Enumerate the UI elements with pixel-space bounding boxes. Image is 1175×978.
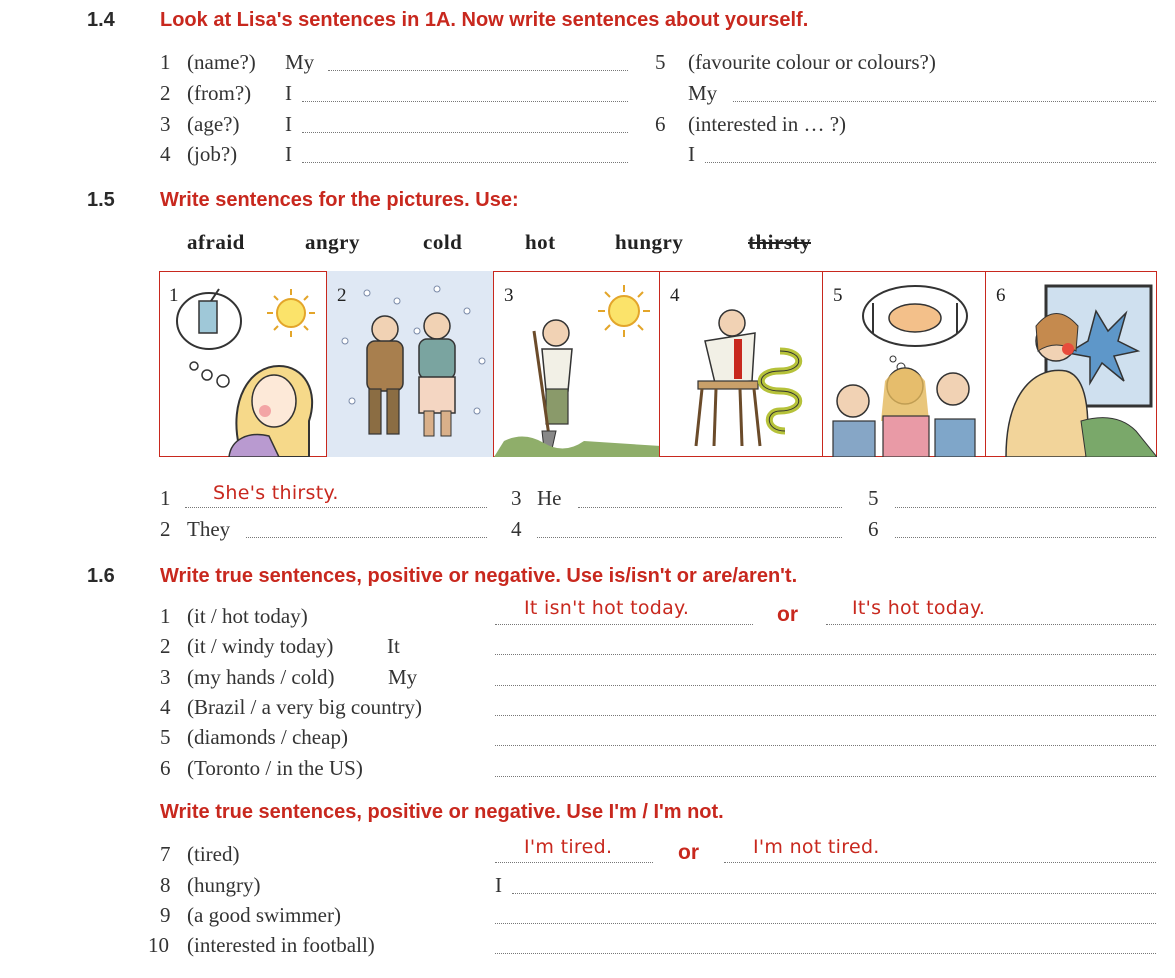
word-cold: cold	[423, 230, 463, 254]
hot-man-digging-illustration	[494, 271, 660, 457]
item-prompt: (my hands / cold)	[187, 665, 335, 689]
answer-line[interactable]	[895, 537, 1156, 538]
section-title: Write true sentences, positive or negative. Use is/isn't or are/aren't.	[160, 565, 798, 587]
item-prompt: (it / hot today)	[187, 604, 308, 628]
item-prompt: (diamonds / cheap)	[187, 725, 348, 749]
answer-line[interactable]	[302, 162, 628, 163]
answer-line[interactable]	[495, 776, 1156, 777]
answer-line[interactable]	[826, 624, 1156, 625]
panel-number: 4	[670, 285, 680, 306]
section-number: 1.5	[87, 189, 115, 211]
answer-line[interactable]	[302, 101, 628, 102]
item-number: 1	[160, 50, 171, 74]
item-prompt: (age?)	[187, 112, 240, 136]
sentence-start: I	[688, 142, 695, 166]
item-number: 5	[655, 50, 666, 74]
item-number: 2	[160, 517, 171, 541]
or-label: or	[777, 603, 798, 626]
item-number: 2	[160, 634, 171, 658]
answer-line[interactable]	[895, 507, 1156, 508]
item-number: 6	[160, 756, 171, 780]
section-number: 1.6	[87, 565, 115, 587]
item-number: 1	[160, 604, 171, 628]
panel-number: 3	[504, 285, 514, 306]
section-number: 1.4	[87, 9, 115, 31]
word-hot: hot	[525, 230, 556, 254]
section-title: Look at Lisa's sentences in 1A. Now write sentences about yourself.	[160, 9, 809, 31]
picture-panel-6	[986, 271, 1157, 457]
sentence-start: I	[285, 112, 292, 136]
answer-line[interactable]	[512, 893, 1156, 894]
sentence-start: My	[285, 50, 315, 74]
word-hungry: hungry	[615, 230, 684, 254]
example-answer-positive: It's hot today.	[852, 597, 986, 619]
answer-line[interactable]	[733, 101, 1156, 102]
sentence-start: He	[537, 486, 562, 510]
item-number: 4	[160, 695, 171, 719]
answer-line[interactable]	[537, 537, 842, 538]
answer-line[interactable]	[246, 537, 487, 538]
sentence-start: I	[495, 873, 502, 897]
item-number: 5	[868, 486, 879, 510]
or-label: or	[678, 841, 699, 864]
picture-panel-5	[823, 271, 986, 457]
item-number: 8	[160, 873, 171, 897]
afraid-man-snake-illustration	[660, 271, 823, 457]
item-number: 4	[511, 517, 522, 541]
item-number: 7	[160, 842, 171, 866]
sentence-start: My	[688, 81, 718, 105]
item-prompt: (tired)	[187, 842, 240, 866]
angry-woman-window-illustration	[986, 271, 1157, 457]
item-number: 1	[160, 486, 171, 510]
panel-number: 6	[996, 285, 1006, 306]
answer-line[interactable]	[495, 862, 653, 863]
sentence-start: I	[285, 142, 292, 166]
sentence-start: They	[187, 517, 231, 541]
answer-line[interactable]	[495, 715, 1156, 716]
item-number: 6	[868, 517, 879, 541]
item-prompt: (name?)	[187, 50, 256, 74]
item-prompt: (Brazil / a very big country)	[187, 695, 422, 719]
panel-number: 5	[833, 285, 843, 306]
answer-line[interactable]	[495, 654, 1156, 655]
item-prompt: (job?)	[187, 142, 238, 166]
item-prompt: (from?)	[187, 81, 252, 105]
answer-line[interactable]	[495, 953, 1156, 954]
answer-line[interactable]	[302, 132, 628, 133]
example-answer-negative: I'm not tired.	[753, 836, 880, 858]
sentence-start: I	[285, 81, 292, 105]
item-number: 6	[655, 112, 666, 136]
answer-line[interactable]	[495, 745, 1156, 746]
panel-number: 1	[169, 285, 179, 306]
answer-line[interactable]	[705, 162, 1156, 163]
item-prompt: (it / windy today)	[187, 634, 334, 658]
picture-panel-2	[327, 271, 494, 457]
item-prompt: (Toronto / in the US)	[187, 756, 363, 780]
example-answer: She's thirsty.	[213, 482, 339, 504]
item-number: 3	[160, 112, 171, 136]
sentence-start: My	[388, 665, 418, 689]
picture-panel-3	[494, 271, 660, 457]
item-prompt: (hungry)	[187, 873, 261, 897]
word-thirsty-crossed: thirsty	[748, 230, 811, 254]
picture-panel-4	[660, 271, 823, 457]
answer-line[interactable]	[328, 70, 628, 71]
item-prompt: (interested in … ?)	[688, 112, 847, 136]
thirsty-girl-illustration	[159, 271, 327, 457]
sentence-start: It	[387, 634, 400, 658]
item-number: 4	[160, 142, 171, 166]
answer-line[interactable]	[724, 862, 1156, 863]
word-angry: angry	[305, 230, 360, 254]
section-title: Write sentences for the pictures. Use:	[160, 189, 519, 211]
answer-line[interactable]	[185, 507, 487, 508]
example-answer-positive: I'm tired.	[524, 836, 613, 858]
answer-line[interactable]	[495, 624, 753, 625]
answer-line[interactable]	[495, 923, 1156, 924]
hungry-family-illustration	[823, 271, 986, 457]
item-number: 2	[160, 81, 171, 105]
answer-line[interactable]	[578, 507, 842, 508]
item-prompt: (interested in football)	[187, 933, 375, 957]
panel-number: 2	[337, 285, 347, 306]
item-number: 3	[160, 665, 171, 689]
section-subtitle: Write true sentences, positive or negative. Use I'm / I'm not.	[160, 801, 724, 823]
item-number: 10	[148, 933, 169, 957]
cold-couple-illustration	[327, 271, 494, 457]
answer-line[interactable]	[495, 685, 1156, 686]
item-number: 9	[160, 903, 171, 927]
item-number: 3	[511, 486, 522, 510]
example-answer-negative: It isn't hot today.	[524, 597, 690, 619]
item-number: 5	[160, 725, 171, 749]
item-prompt: (favourite colour or colours?)	[688, 50, 936, 74]
picture-panel-1	[159, 271, 327, 457]
word-afraid: afraid	[187, 230, 245, 254]
item-prompt: (a good swimmer)	[187, 903, 341, 927]
